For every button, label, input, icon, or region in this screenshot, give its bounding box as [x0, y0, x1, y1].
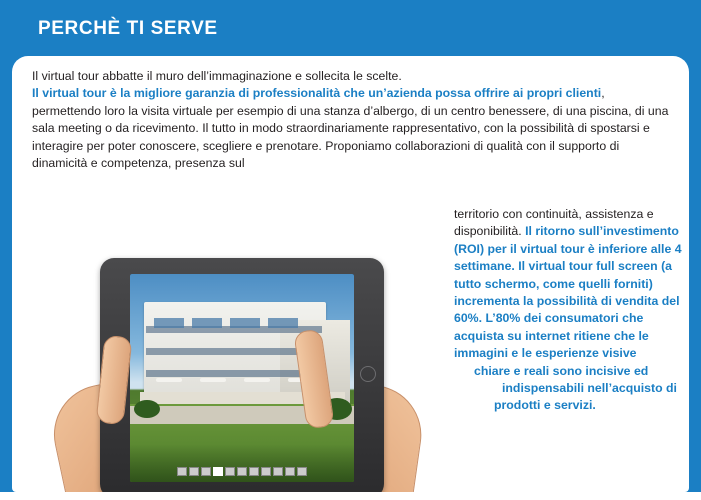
thumbnail-item[interactable] [249, 467, 259, 476]
tablet-home-button[interactable] [360, 366, 376, 382]
thumbnail-item[interactable] [261, 467, 271, 476]
awning-3 [230, 318, 260, 328]
tablet-device [100, 258, 384, 492]
awning-4 [268, 318, 298, 328]
thumbnail-item[interactable] [285, 467, 295, 476]
right-text-block [454, 206, 682, 415]
photo-thumbnail-strip[interactable] [177, 467, 307, 476]
intro-paragraph [32, 85, 672, 172]
umbrella-1 [156, 378, 182, 382]
intro-rest: , permettendo loro la visita virtuale per esempio di una stanza d’albergo, di un centro benessere, di una piscina, di una sala meeting o da ricevimento. Il tutto in modo straordinariamente rappresentativo, con la possibilità di spostarsi e interagire per poter conoscere, scegliere e prenotare. Proponiamo collaborazioni di qualità con il supporto di dinamicità e competenza, presenza sul [32, 86, 669, 171]
right-highlight-6: prodotti e servizi. [494, 398, 596, 413]
right-highlight-1: Il ritorno sull’investimento (ROI) per il virtual tour è inferiore alle 4 settimane. [454, 224, 682, 274]
lawn-shadow [130, 444, 354, 482]
content-panel [12, 56, 689, 492]
thumbnail-item[interactable] [297, 467, 307, 476]
intro-line-1: Il virtual tour abbatte il muro dell’immaginazione e sollecita le scelte. [32, 69, 402, 83]
right-highlight-4: chiare e reali sono incisive ed [474, 363, 649, 378]
umbrella-2 [200, 378, 226, 382]
right-highlight-2: Il virtual tour full screen (a tutto schermo, come quelli forniti) incrementa la possibilità di vendita del 60%. [454, 259, 680, 326]
page-header [0, 0, 701, 56]
thumbnail-item[interactable] [273, 467, 283, 476]
right-highlight-3: L’80% dei consumatori che acquista su internet ritiene che le immagini e le esperienze visive [454, 311, 649, 361]
intro-highlight: Il virtual tour è la migliore garanzia di professionalità che un’azienda possa offrire ai propri clienti [32, 86, 602, 101]
right-highlight-5: indispensabili nell’acquisto di [502, 381, 677, 396]
thumbnail-item[interactable] [237, 467, 247, 476]
thumbnail-item-selected[interactable] [213, 467, 223, 476]
right-line-1: territorio con continuità, assistenza e disponibilità. [454, 207, 654, 239]
bush-1 [134, 400, 160, 418]
thumbnail-item[interactable] [189, 467, 199, 476]
thumbnail-item[interactable] [201, 467, 211, 476]
awning-1 [154, 318, 184, 328]
bottom-white-strip [0, 492, 701, 500]
intro-text-block [32, 68, 672, 172]
balcony-row-3 [146, 370, 322, 377]
thumbnail-item[interactable] [225, 467, 235, 476]
umbrella-3 [244, 378, 270, 382]
tablet-illustration [64, 186, 454, 492]
awning-2 [192, 318, 222, 328]
thumbnail-item[interactable] [177, 467, 187, 476]
page-title: PERCHÈ TI SERVE [38, 18, 218, 39]
